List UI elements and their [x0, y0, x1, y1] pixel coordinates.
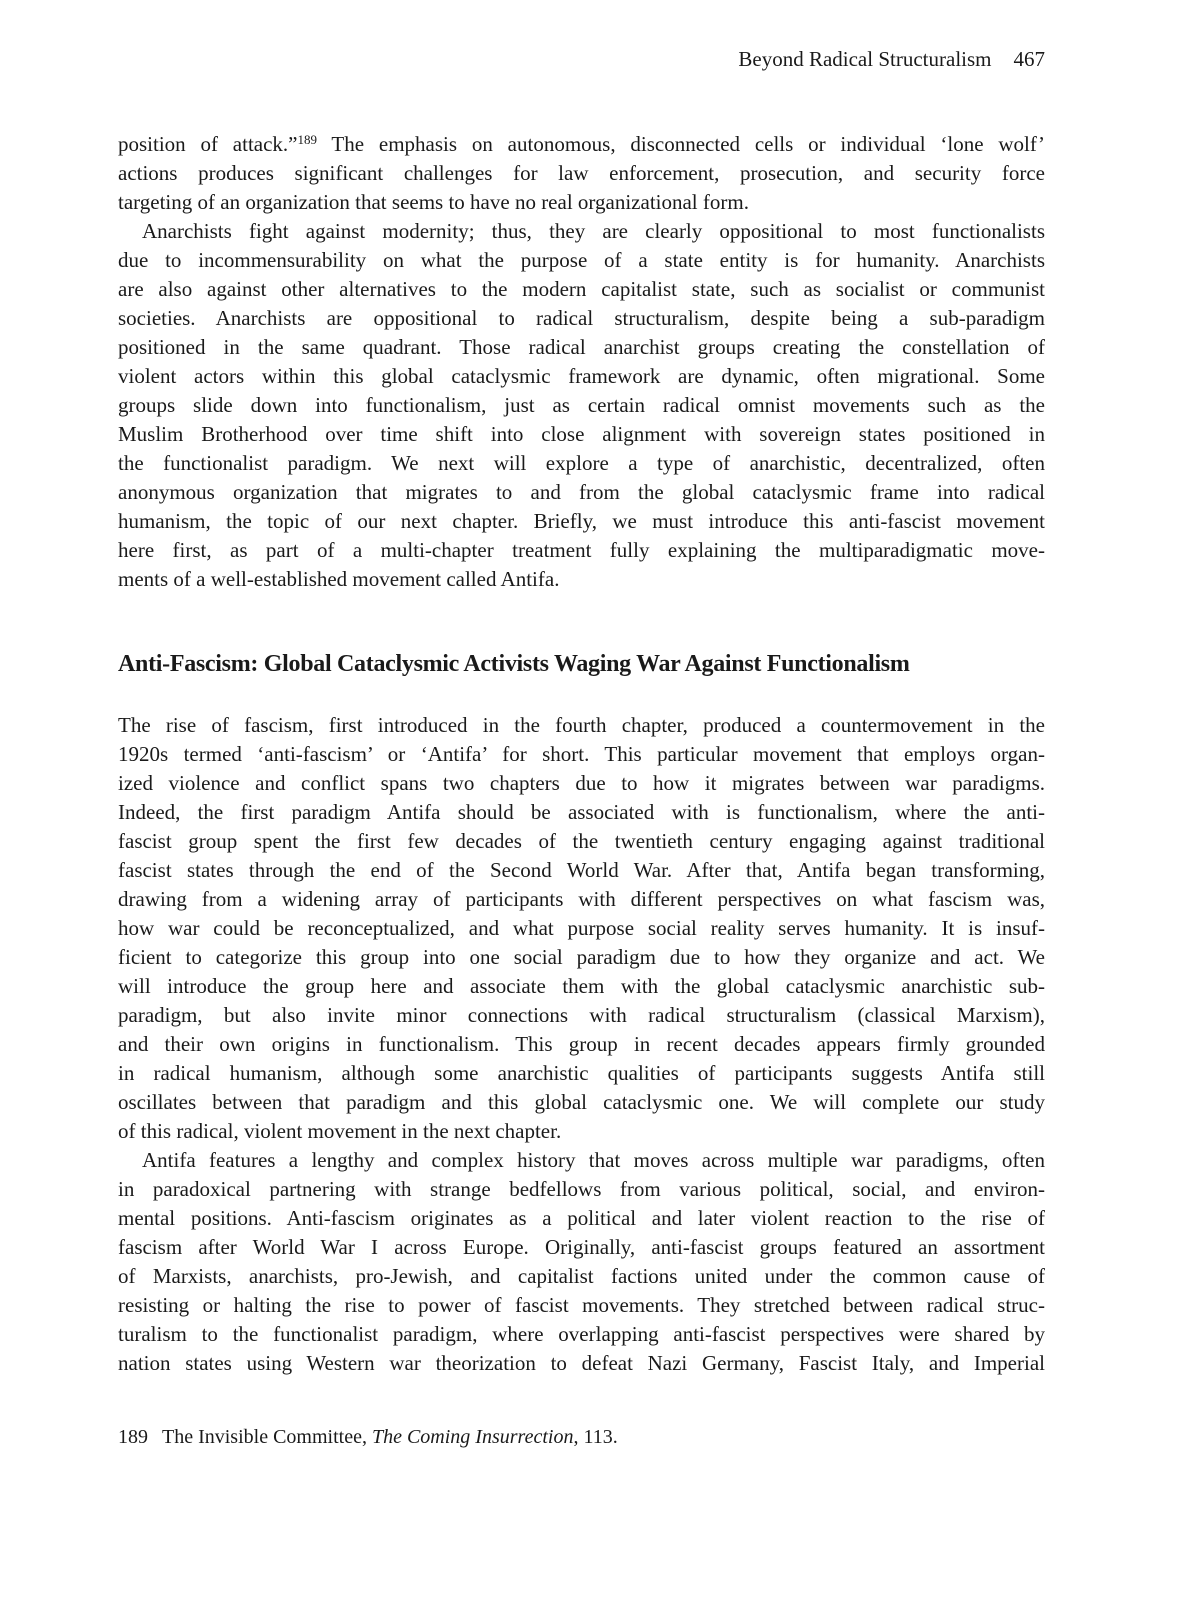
text-line: paradigm, but also invite minor connections with radical structuralism (classical Marxism),	[118, 1003, 1045, 1027]
footnote-ref[interactable]: 189	[297, 132, 317, 147]
text-line: and their own origins in functionalism. This group in recent decades appears firmly grounded	[118, 1032, 1045, 1056]
text-line: nation states using Western war theorization to defeat Nazi Germany, Fascist Italy, and Imperial	[118, 1351, 1045, 1375]
text: The emphasis on autonomous, disconnected cells or individual ‘lone wolf’	[317, 132, 1046, 156]
text-line: anonymous organization that migrates to and from the global cataclysmic frame into radical	[118, 480, 1045, 504]
section-heading: Anti-Fascism: Global Cataclysmic Activists Waging War Against Functionalism	[118, 651, 910, 677]
footnote-number: 189	[118, 1426, 148, 1448]
text-line: fascist group spent the first few decades of the twentieth century engaging against traditional	[118, 829, 1045, 853]
text-line: resisting or halting the rise to power of fascist movements. They stretched between radical struc-	[118, 1293, 1045, 1317]
text-line: Antifa features a lengthy and complex history that moves across multiple war paradigms, often	[142, 1148, 1045, 1172]
text-line: 1920s termed ‘anti-fascism’ or ‘Antifa’ for short. This particular movement that employs organ-	[118, 742, 1045, 766]
text-line: Indeed, the first paradigm Antifa should be associated with is functionalism, where the anti-	[118, 800, 1045, 824]
text-line: Anarchists fight against modernity; thus, they are clearly oppositional to most functionalists	[142, 219, 1045, 243]
text-line: ized violence and conflict spans two chapters due to how it migrates between war paradigms.	[118, 771, 1045, 795]
text-line: the functionalist paradigm. We next will explore a type of anarchistic, decentralized, often	[118, 451, 1045, 475]
text-line: fascist states through the end of the Second World War. After that, Antifa began transforming,	[118, 858, 1045, 882]
text-line: positioned in the same quadrant. Those radical anarchist groups creating the constellation of	[118, 335, 1045, 359]
footnote-rest: , 113.	[573, 1426, 618, 1448]
footnote-title: The Coming Insurrection	[371, 1426, 574, 1448]
text-line: oscillates between that paradigm and this global cataclysmic one. We will complete our study	[118, 1090, 1045, 1114]
text-line: in radical humanism, although some anarchistic qualities of participants suggests Antifa still	[118, 1061, 1045, 1085]
text-line: humanism, the topic of our next chapter. Briefly, we must introduce this anti-fascist movement	[118, 509, 1045, 533]
text-line: here first, as part of a multi-chapter treatment fully explaining the multiparadigmatic move-	[118, 538, 1045, 562]
running-header	[738, 47, 1045, 72]
text-line: groups slide down into functionalism, just as certain radical omnist movements such as the	[118, 393, 1045, 417]
paragraph-3	[118, 711, 1045, 1378]
text-line: drawing from a widening array of participants with different perspectives on what fascism was,	[118, 887, 1045, 911]
text-line: Muslim Brotherhood over time shift into close alignment with sovereign states positioned in	[118, 422, 1045, 446]
text-line: targeting of an organization that seems to have no real organizational form.	[118, 190, 749, 214]
running-title: Beyond Radical Structuralism	[738, 47, 992, 71]
text-line: ments of a well-established movement called Antifa.	[118, 567, 560, 591]
footnote-author: The Invisible Committee,	[162, 1426, 372, 1448]
text-line: societies. Anarchists are oppositional to radical structuralism, despite being a sub-paradigm	[118, 306, 1045, 330]
text-line: in paradoxical partnering with strange bedfellows from various political, social, and environ-	[118, 1177, 1045, 1201]
text-line: are also against other alternatives to the modern capitalist state, such as socialist or communist	[118, 277, 1045, 301]
text-line: violent actors within this global cataclysmic framework are dynamic, often migrational. Some	[118, 364, 1045, 388]
text-line: how war could be reconceptualized, and what purpose social reality serves humanity. It is insuf-	[118, 916, 1045, 940]
text-line: fascism after World War I across Europe. Originally, anti-fascist groups featured an assortment	[118, 1235, 1045, 1259]
text-line: of Marxists, anarchists, pro-Jewish, and capitalist factions united under the common cause of	[118, 1264, 1045, 1288]
text-line: actions produces significant challenges for law enforcement, prosecution, and security force	[118, 161, 1045, 185]
page-number: 467	[1013, 47, 1045, 71]
text-line	[118, 130, 1045, 159]
text-line: will introduce the group here and associate them with the global cataclysmic anarchistic sub-	[118, 974, 1045, 998]
text-line: The rise of fascism, first introduced in the fourth chapter, produced a countermovement in the	[118, 713, 1045, 737]
text-line: of this radical, violent movement in the next chapter.	[118, 1119, 562, 1143]
text-line: ficient to categorize this group into one social paradigm due to how they organize and act. We	[118, 945, 1045, 969]
text-line: due to incommensurability on what the purpose of a state entity is for humanity. Anarchists	[118, 248, 1045, 272]
text-line: turalism to the functionalist paradigm, where overlapping anti-fascist perspectives were shared by	[118, 1322, 1045, 1346]
paragraph-1	[118, 130, 1045, 594]
footnote	[118, 1426, 618, 1449]
text: position of attack.”	[118, 132, 298, 156]
text-line: mental positions. Anti-fascism originates as a political and later violent reaction to the rise of	[118, 1206, 1045, 1230]
